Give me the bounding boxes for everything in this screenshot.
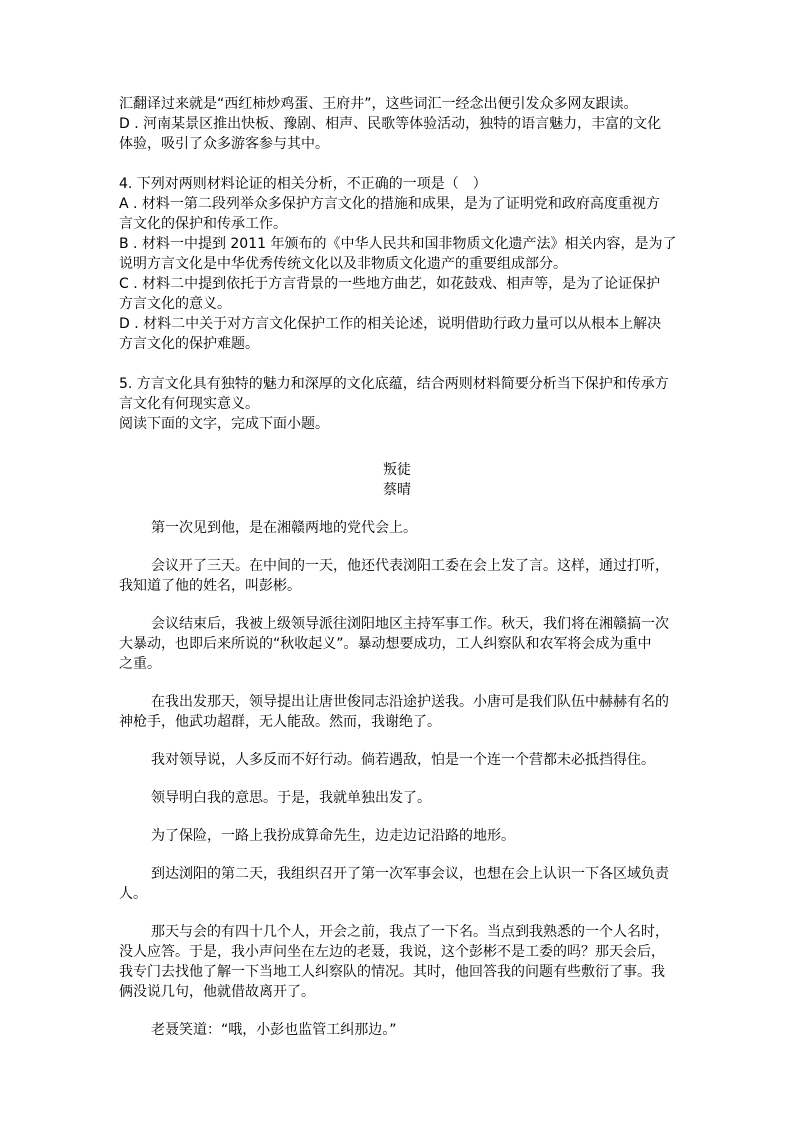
text-line: 汇翻译过来就是“西红柿炒鸡蛋、王府井”，这些词汇一经念出便引发众多网友跟读。 xyxy=(119,96,638,112)
question-3-tail xyxy=(119,94,675,154)
option-c-line: C . 材料二中提到依托于方言背景的一些地方曲艺，如花鼓戏、相声等，是为了论证保护 xyxy=(119,276,661,292)
paragraph-line: 我专门去找他了解一下当地工人纠察队的情况。其时，他回答我的问题有些敷衍了事。我 xyxy=(119,964,665,980)
story-paragraph xyxy=(119,614,675,674)
paragraph-line: 领导明白我的意思。于是，我就单独出发了。 xyxy=(151,790,431,806)
story-paragraph xyxy=(119,750,675,770)
option-d-line: 方言文化的保护难题。 xyxy=(119,336,259,352)
story-paragraph xyxy=(119,864,675,904)
story-body xyxy=(119,518,675,1040)
option-d-line: D . 材料二中关于对方言文化保护工作的相关论述，说明借助行政力量可以从根本上解决 xyxy=(119,316,662,332)
story-header xyxy=(119,460,675,500)
question-5 xyxy=(119,374,675,434)
paragraph-line: 为了保险，一路上我扮成算命先生，边走边记沿路的地形。 xyxy=(151,828,515,844)
question-5-stem: 5. 方言文化具有独特的魅力和深厚的文化底蕴，结合两则材料简要分析当下保护和传承方 xyxy=(119,376,669,392)
paragraph-line: 俩没说几句，他就借故离开了。 xyxy=(119,984,315,1000)
paragraph-line: 会议开了三天。在中间的一天，他还代表浏阳工委在会上发了言。这样，通过打听， xyxy=(151,558,669,574)
story-title: 叛徒 xyxy=(383,462,411,478)
story-paragraph xyxy=(119,922,675,1002)
story-paragraph xyxy=(119,826,675,846)
option-a-line: 言文化的保护和传承工作。 xyxy=(119,216,287,232)
paragraph-line: 我知道了他的姓名，叫彭彬。 xyxy=(119,578,301,594)
option-b-line: B . 材料一中提到 2011 年颁布的《中华人民共和国非物质文化遗产法》相关内容，是为了 xyxy=(119,236,677,252)
option-c-line: 方言文化的意义。 xyxy=(119,296,231,312)
paragraph-line: 会议结束后，我被上级领导派往浏阳地区主持军事工作。秋天，我们将在湘赣搞一次 xyxy=(151,616,669,632)
option-a-line: A . 材料一第二段列举众多保护方言文化的措施和成果，是为了证明党和政府高度重视方 xyxy=(119,196,660,212)
paragraph-line: 人。 xyxy=(119,886,147,902)
story-paragraph xyxy=(119,556,675,596)
story-paragraph xyxy=(119,788,675,808)
question-5-stem: 言文化有何现实意义。 xyxy=(119,396,259,412)
option-d-line: D . 河南某景区推出快板、豫剧、相声、民歌等体验活动，独特的语言魅力，丰富的文化 xyxy=(119,116,662,132)
paragraph-line: 老聂笑道：“哦，小彭也监管工纠那边。” xyxy=(151,1022,397,1038)
story-paragraph xyxy=(119,518,675,538)
paragraph-line: 那天与会的有四十几个人，开会之前，我点了一下名。当点到我熟悉的一个人名时， xyxy=(151,924,669,940)
paragraph-line: 第一次见到他，是在湘赣两地的党代会上。 xyxy=(151,520,417,536)
option-b-line: 说明方言文化是中华优秀传统文化以及非物质文化遗产的重要组成部分。 xyxy=(119,256,567,272)
paragraph-line: 神枪手，他武功超群，无人能敌。然而，我谢绝了。 xyxy=(119,714,441,730)
document-content xyxy=(119,94,675,1040)
reading-instruction: 阅读下面的文字，完成下面小题。 xyxy=(119,416,329,432)
option-d-line: 体验，吸引了众多游客参与其中。 xyxy=(119,136,329,152)
question-4 xyxy=(119,174,675,354)
question-4-stem: 4. 下列对两则材料论证的相关分析，不正确的一项是（ ） xyxy=(119,176,487,192)
paragraph-line: 大暴动，也即后来所说的“秋收起义”。暴动想要成功，工人纠察队和农军将会成为重中 xyxy=(119,636,652,652)
paragraph-line: 没人应答。于是，我小声问坐在左边的老聂，我说，这个彭彬不是工委的吗？那天会后， xyxy=(119,944,665,960)
paragraph-line: 之重。 xyxy=(119,656,161,672)
paragraph-line: 我对领导说，人多反而不好行动。倘若遇敌，怕是一个连一个营都未必抵挡得住。 xyxy=(151,752,655,768)
paragraph-line: 到达浏阳的第二天，我组织召开了第一次军事会议，也想在会上认识一下各区域负责 xyxy=(151,866,669,882)
story-author: 蔡晴 xyxy=(383,482,411,498)
story-paragraph xyxy=(119,692,675,732)
paragraph-line: 在我出发那天，领导提出让唐世俊同志沿途护送我。小唐可是我们队伍中赫赫有名的 xyxy=(151,694,669,710)
story-paragraph xyxy=(119,1020,675,1040)
